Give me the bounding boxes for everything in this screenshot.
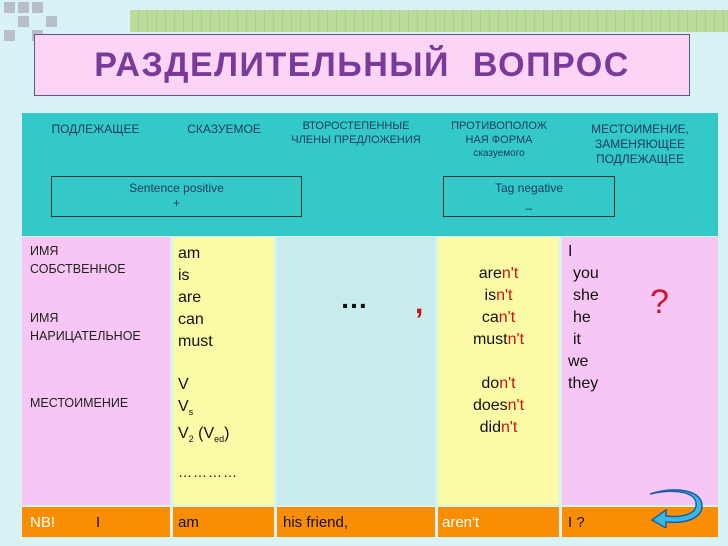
subject-common [30, 309, 141, 345]
pronoun-i: I [568, 243, 573, 260]
neg-spacer [438, 351, 559, 373]
verb-forms [178, 374, 229, 450]
neg-cant [438, 307, 559, 329]
pronoun-it: it [573, 331, 581, 348]
pronoun-you: you [573, 265, 599, 282]
verb-v: V [178, 376, 189, 393]
subject-proper [30, 242, 126, 278]
verb-v2-paren-open: (V [193, 425, 215, 443]
nb-tag: aren't [442, 514, 480, 531]
neg-isnt [438, 285, 559, 307]
verb-vs-sub: s [188, 407, 194, 418]
neg-mustnt-suffix: n't [507, 331, 525, 348]
neg-doesnt-suffix: n't [507, 397, 525, 414]
neg-cant-base: ca [481, 309, 499, 326]
subject-common-line2: НАРИЦАТЕЛЬНОЕ [30, 329, 141, 343]
tag-negative-sign: _ [525, 196, 533, 210]
neg-didnt [438, 417, 559, 439]
verb-can: can [178, 311, 204, 328]
pronoun-they: they [568, 375, 599, 392]
comma: , [415, 287, 424, 320]
nb-subject: I [96, 514, 101, 531]
verb-v2-sub: 2 [188, 434, 194, 445]
pronoun-he: he [573, 309, 591, 326]
nb-secondary: his friend, [283, 514, 349, 531]
decorative-stripe [130, 10, 728, 32]
header-secondary-line1: ВТОРОСТЕПЕННЫЕ [302, 120, 410, 132]
neg-doesnt [438, 395, 559, 417]
neg-didnt-suffix: n't [500, 419, 518, 436]
verb-are: are [178, 289, 202, 306]
question-mark: ? [650, 283, 669, 321]
header-opposite-line3: сказуемого [473, 148, 525, 159]
verb-vs-base: V [178, 398, 189, 415]
negative-list [438, 263, 559, 439]
sentence-positive-box [51, 176, 302, 217]
header-predicate: СКАЗУЕМОЕ [187, 122, 261, 136]
verb-dots: ………… [178, 464, 238, 480]
verb-v2-paren-close: ) [224, 425, 230, 443]
neg-arent-suffix: n't [501, 265, 519, 282]
pronoun-list [568, 241, 599, 395]
verb-is: is [178, 267, 190, 284]
subject-proper-line1: ИМЯ [30, 244, 59, 258]
neg-isnt-suffix: n't [496, 287, 513, 304]
neg-mustnt [438, 329, 559, 351]
neg-isnt-base: is [484, 287, 497, 304]
verb-am: am [178, 245, 201, 262]
neg-arent [438, 263, 559, 285]
neg-arent-base: are [478, 265, 502, 282]
header-opposite [438, 119, 560, 161]
tag-question-table [22, 113, 718, 537]
neg-dont-suffix: n't [499, 375, 516, 392]
verb-v2-base: V [178, 425, 189, 443]
header-pronoun-line3: ПОДЛЕЖАЩЕЕ [595, 152, 685, 166]
verb-v2 [178, 423, 229, 450]
header-secondary-line2: ЧЛЕНЫ ПРЕДЛОЖЕНИЯ [291, 134, 421, 146]
nb-label: NB! [30, 514, 56, 531]
subject-proper-line2: СОБСТВЕННОЕ [30, 262, 126, 276]
verb-vs [178, 396, 229, 423]
neg-dont-base: do [481, 375, 500, 392]
ellipsis: … [340, 283, 368, 314]
tag-negative-box [443, 176, 615, 217]
page-title: РАЗДЕЛИТЕЛЬНЫЙ ВОПРОС [94, 45, 630, 84]
secondary-cell [277, 237, 435, 505]
nb-pronoun: I ? [568, 514, 585, 531]
subject-pronoun: МЕСТОИМЕНИЕ [30, 396, 129, 410]
header-subject: ПОДЛЕЖАЩЕЕ [51, 122, 140, 136]
neg-mustnt-base: must [472, 331, 508, 348]
neg-cant-suffix: n't [498, 309, 516, 326]
sentence-positive-sign: + [172, 196, 180, 210]
verb-must: must [178, 333, 213, 350]
neg-doesnt-base: does [472, 397, 508, 414]
header-opposite-line2: НАЯ ФОРМА [465, 134, 533, 146]
verb-list [178, 243, 213, 353]
header-pronoun-line1: МЕСТОИМЕНИЕ, [591, 122, 689, 136]
curved-arrow-icon [646, 488, 704, 528]
header-secondary [277, 119, 435, 147]
nb-verb: am [178, 514, 199, 531]
header-pronoun-line2: ЗАМЕНЯЮЩЕЕ [595, 137, 685, 151]
header-pronoun [562, 122, 718, 167]
title-box [34, 34, 690, 96]
pronoun-she: she [573, 287, 599, 304]
header-opposite-line1: ПРОТИВОПОЛОЖ [451, 120, 547, 132]
verb-v2-paren-sub: ed [214, 434, 225, 445]
pronoun-we: we [568, 353, 589, 370]
neg-dont [438, 373, 559, 395]
subject-common-line1: ИМЯ [30, 311, 59, 325]
sentence-positive-label: Sentence positive [129, 181, 224, 195]
tag-negative-label: Tag negative [494, 181, 564, 195]
neg-didnt-base: did [479, 419, 501, 436]
